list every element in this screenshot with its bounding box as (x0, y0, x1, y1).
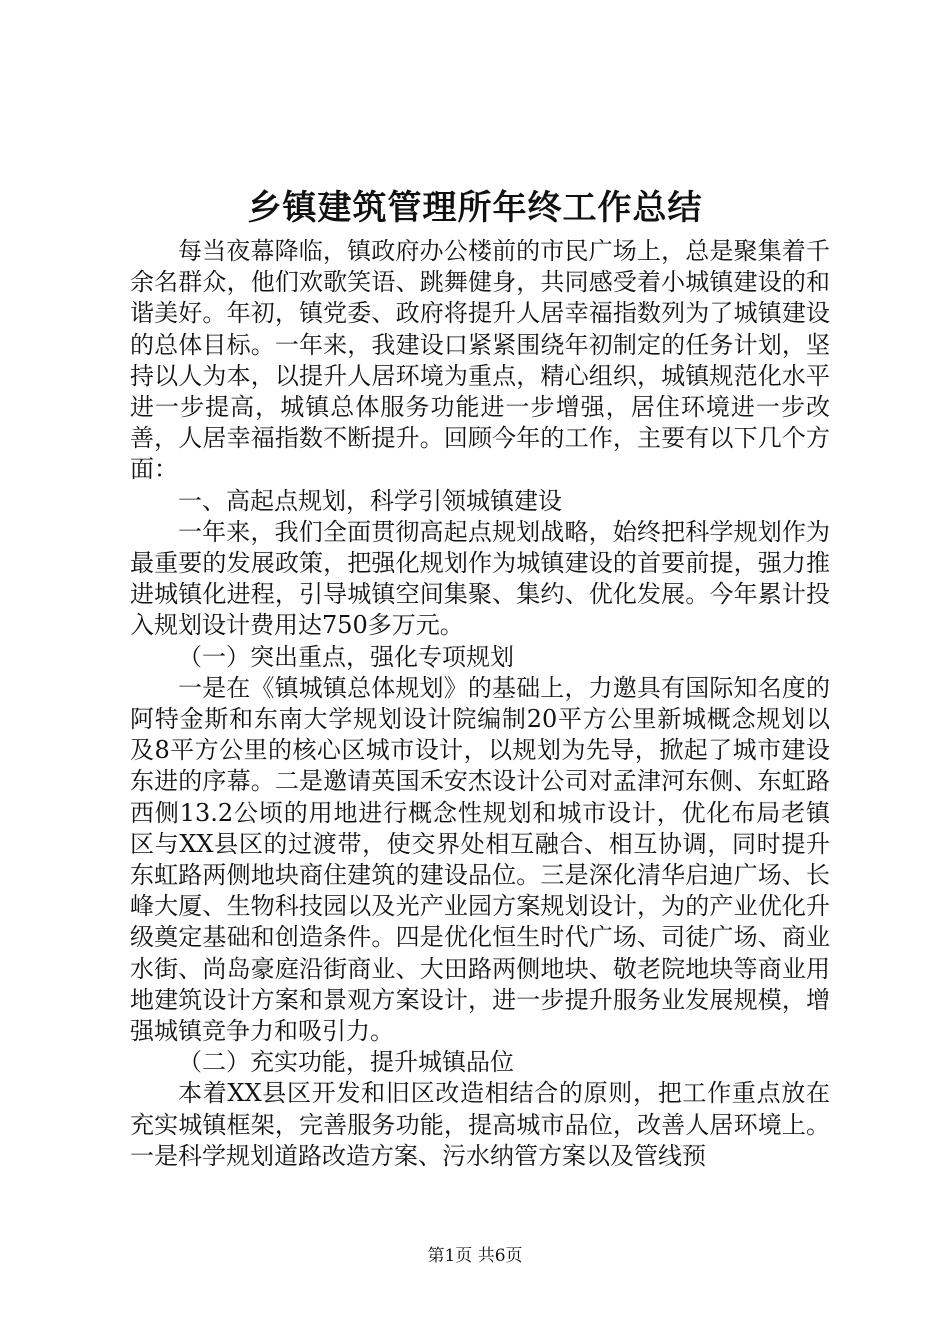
page-footer: 第1页 共6页 (427, 1246, 523, 1266)
subsection-heading-2: （二）充实功能，提升城镇品位 (178, 1048, 514, 1077)
paragraph-planning: 一年来，我们全面贯彻高起点规划战略，始终把科学规划作为最重要的发展政策，把强化规划作为城镇建设的首要前提，强力推进城镇化进程，引导城镇空间集聚、集约、优化发展。今年累计投入规划设计费用达750多万元。 (130, 517, 830, 640)
document-title: 乡镇建筑管理所年终工作总结 (247, 188, 703, 228)
paragraph-functions: 本着XX县区开发和旧区改造相结合的原则，把工作重点放在充实城镇框架，完善服务功能，提高城市品位，改善人居环境上。一是科学规划道路改造方案、污水纳管方案以及管线预 (130, 1079, 830, 1170)
section-heading-1: 一、高起点规划，科学引领城镇建设 (178, 486, 562, 515)
paragraph-intro: 每当夜幕降临，镇政府办公楼前的市民广场上，总是聚集着千余名群众，他们欢歌笑语、跳舞健身，共同感受着小城镇建设的和谐美好。年初，镇党委、政府将提升人居幸福指数列为了城镇建设的总体目标。一年来，我建设口紧紧围绕年初制定的任务计划，坚持以人为本，以提升人居环境为重点，精心组织，城镇规范化水平进一步提高，城镇总体服务功能进一步增强，居住环境进一步改善，人居幸福指数不断提升。回顾今年的工作，主要有以下几个方面： (130, 237, 830, 484)
subsection-heading-1: （一）突出重点，强化专项规划 (178, 642, 514, 671)
document-body (130, 236, 830, 1172)
paragraph-special-planning: 一是在《镇城镇总体规划》的基础上，力邀具有国际知名度的阿特金斯和东南大学规划设计院编制20平方公里新城概念规划以及8平方公里的核心区城市设计，以规划为先导，掀起了城市建设东进的序幕。二是邀请英国禾安杰设计公司对孟津河东侧、东虹路西侧13.2公顷的用地进行概念性规划和城市设计，优化布局老镇区与XX县区的过渡带，使交界处相互融合、相互协调，同时提升东虹路两侧地块商住建筑的建设品位。三是深化清华启迪广场、长峰大厦、生物科技园以及光产业园方案规划设计，为的产业优化升级奠定基础和创造条件。四是优化恒生时代广场、司徒广场、商业水街、尚岛豪庭沿街商业、大田路两侧地块、敬老院地块等商业用地建筑设计方案和景观方案设计，进一步提升服务业发展规模，增强城镇竞争力和吸引力。 (130, 673, 830, 1046)
